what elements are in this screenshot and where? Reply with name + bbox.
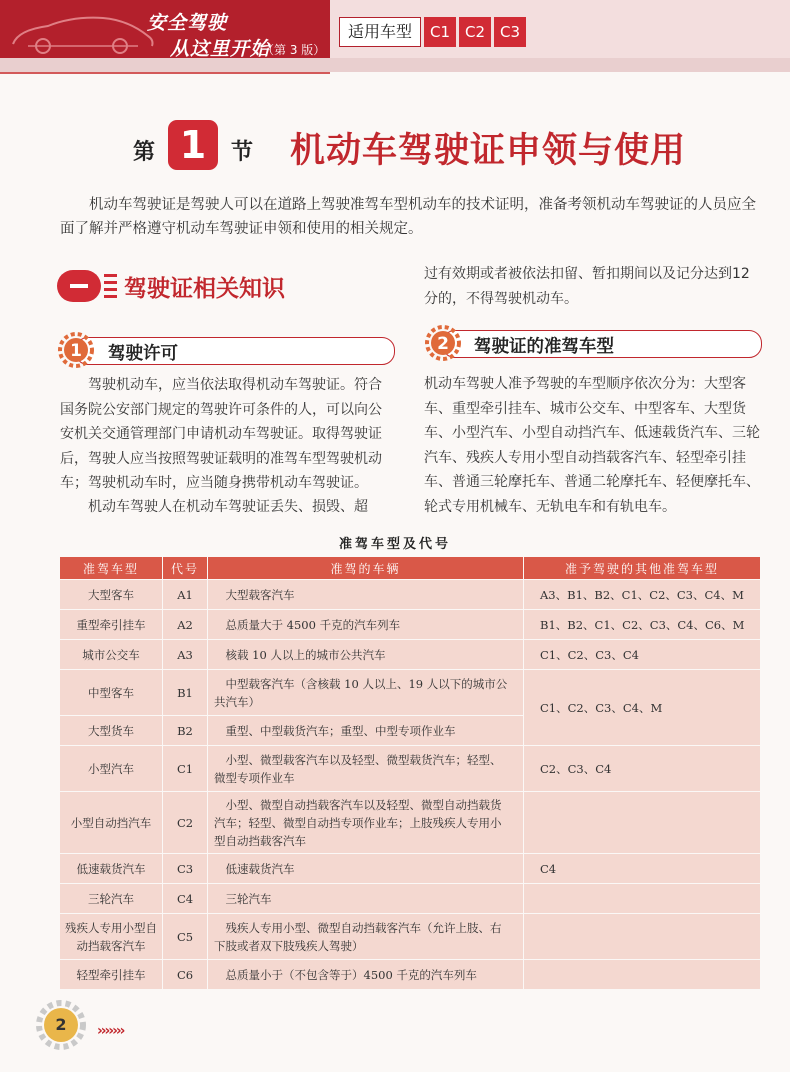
table-cell: 小型汽车 bbox=[60, 746, 163, 792]
table-cell: 三轮汽车 bbox=[60, 884, 163, 914]
table-cell: 大型载客汽车 bbox=[208, 580, 524, 610]
subheading-title: 驾驶许可 bbox=[108, 344, 178, 364]
part-badge-icon bbox=[57, 270, 117, 302]
table-caption: 准驾车型及代号 bbox=[338, 537, 451, 552]
vehicle-type-tag: C3 bbox=[494, 17, 526, 47]
table-cell: C1 bbox=[163, 746, 208, 792]
column-header: 准予驾驶的其他准驾车型 bbox=[524, 557, 761, 580]
page-arrows-decoration: ››››››› bbox=[97, 1023, 124, 1039]
vehicle-type-tag: C2 bbox=[459, 17, 491, 47]
table-row bbox=[60, 580, 761, 610]
table-cell: C4 bbox=[524, 854, 761, 884]
table-cell: 小型自动挡汽车 bbox=[60, 792, 163, 854]
license-class-table bbox=[59, 556, 761, 990]
table-row bbox=[60, 746, 761, 792]
section-title: 机动车驾驶证申领与使用 bbox=[290, 130, 687, 171]
table-row bbox=[60, 640, 761, 670]
gear-number-icon bbox=[58, 332, 94, 368]
table-cell: B1 bbox=[163, 670, 208, 716]
table-cell: C4 bbox=[163, 884, 208, 914]
table-header-row bbox=[60, 557, 761, 580]
table-cell: C3 bbox=[163, 854, 208, 884]
car-outline-icon bbox=[8, 10, 158, 54]
table-cell: B1、B2、C1、C2、C3、C4、C6、M bbox=[524, 610, 761, 640]
table-cell: 城市公交车 bbox=[60, 640, 163, 670]
table-cell: 低速载货汽车 bbox=[60, 854, 163, 884]
column-header: 准驾车型 bbox=[60, 557, 163, 580]
table-cell: A3 bbox=[163, 640, 208, 670]
table-cell: 大型货车 bbox=[60, 716, 163, 746]
table-cell bbox=[524, 884, 761, 914]
table-cell: 总质量小于（不包含等于）4500 千克的汽车列车 bbox=[208, 960, 524, 990]
paragraph: 机动车驾驶人在机动车驾驶证丢失、损毁、超 bbox=[88, 499, 368, 515]
table-row bbox=[60, 854, 761, 884]
paragraph: 驾驶机动车，应当依法取得机动车驾驶证。符合国务院公安部门规定的驾驶许可条件的人，可以向公安机关交通管理部门申请机动车驾驶证。取得驾驶证后，驾驶人应当按照驾驶证载明的准驾车型驾驶机动车；驾驶机动车时，应当随身携带机动车驾驶证。 bbox=[60, 377, 382, 491]
table-row bbox=[60, 914, 761, 960]
table-cell: C5 bbox=[163, 914, 208, 960]
table-cell: 中型载客汽车（含核载 10 人以上、19 人以下的城市公共汽车） bbox=[208, 670, 524, 716]
vehicle-type-tag: C1 bbox=[424, 17, 456, 47]
table-cell: 大型客车 bbox=[60, 580, 163, 610]
table-cell: C6 bbox=[163, 960, 208, 990]
part-title: 驾驶证相关知识 bbox=[124, 276, 285, 302]
section-number-badge: 1 bbox=[168, 120, 218, 170]
gear-number-icon bbox=[425, 325, 461, 361]
table-cell: 低速载货汽车 bbox=[208, 854, 524, 884]
table-cell: 中型客车 bbox=[60, 670, 163, 716]
table-cell: 重型牵引挂车 bbox=[60, 610, 163, 640]
table-cell: 轻型牵引挂车 bbox=[60, 960, 163, 990]
paragraph: 过有效期或者被依法扣留、暂扣期间以及记分达到12分的，不得驾驶机动车。 bbox=[424, 266, 750, 307]
table-cell: 小型、微型载客汽车以及轻型、微型载货汽车；轻型、微型专项作业车 bbox=[208, 746, 524, 792]
column-header: 准驾的车辆 bbox=[208, 557, 524, 580]
table-cell: 残疾人专用小型、微型自动挡载客汽车（允许上肢、右下肢或者双下肢残疾人驾驶） bbox=[208, 914, 524, 960]
table-cell: 小型、微型自动挡载客汽车以及轻型、微型自动挡载货汽车；轻型、微型自动挡专项作业车；上肢残疾人专用小型自动挡载客汽车 bbox=[208, 792, 524, 854]
paragraph: 机动车驾驶人准予驾驶的车型顺序依次分为：大型客车、重型牵引挂车、城市公交车、中型客车、大型货车、小型汽车、小型自动挡汽车、低速载货汽车、三轮汽车、残疾人专用小型自动挡载客汽车、轻型牵引挂车、普通三轮摩托车、普通二轮摩托车、轻便摩托车、轮式专用机械车、无轨电车和有轨电车。 bbox=[424, 376, 760, 515]
table-cell: C1、C2、C3、C4 bbox=[524, 640, 761, 670]
brand-line-2: 从这里开始 bbox=[170, 38, 271, 60]
vehicle-type-label: 适用车型 bbox=[339, 17, 421, 47]
table-cell: 核载 10 人以上的城市公共汽车 bbox=[208, 640, 524, 670]
table-cell: C2 bbox=[163, 792, 208, 854]
table-row bbox=[60, 884, 761, 914]
table-cell bbox=[524, 960, 761, 990]
table-cell: A1 bbox=[163, 580, 208, 610]
table-cell: B2 bbox=[163, 716, 208, 746]
table-row bbox=[60, 792, 761, 854]
svg-text:2: 2 bbox=[437, 334, 449, 354]
table-row bbox=[60, 960, 761, 990]
table-cell: C2、C3、C4 bbox=[524, 746, 761, 792]
section-prefix: 第 bbox=[133, 139, 156, 165]
edition-label: （第 3 版） bbox=[262, 43, 326, 57]
brand-line-1: 安全驾驶 bbox=[147, 12, 228, 34]
section-suffix: 节 bbox=[231, 139, 254, 165]
table-row bbox=[60, 610, 761, 640]
table-cell: C1、C2、C3、C4、M bbox=[524, 670, 761, 746]
intro-paragraph: 机动车驾驶证是驾驶人可以在道路上驾驶准驾车型机动车的技术证明，准备考领机动车驾驶证的人员应全面了解并严格遵守机动车驾驶证申领和使用的相关规定。 bbox=[60, 197, 756, 237]
table-cell: 三轮汽车 bbox=[208, 884, 524, 914]
table-cell: A3、B1、B2、C1、C2、C3、C4、M bbox=[524, 580, 761, 610]
table-cell: A2 bbox=[163, 610, 208, 640]
page-number: 2 bbox=[55, 1015, 67, 1034]
table-cell bbox=[524, 792, 761, 854]
table-row bbox=[60, 670, 761, 716]
column-header: 代号 bbox=[163, 557, 208, 580]
svg-text:1: 1 bbox=[70, 341, 82, 361]
table-cell: 残疾人专用小型自动挡载客汽车 bbox=[60, 914, 163, 960]
header-band bbox=[0, 58, 790, 72]
table-cell: 重型、中型载货汽车；重型、中型专项作业车 bbox=[208, 716, 524, 746]
table-cell bbox=[524, 914, 761, 960]
subheading-title: 驾驶证的准驾车型 bbox=[474, 337, 614, 357]
table-cell: 总质量大于 4500 千克的汽车列车 bbox=[208, 610, 524, 640]
vehicle-type-box bbox=[339, 17, 526, 47]
